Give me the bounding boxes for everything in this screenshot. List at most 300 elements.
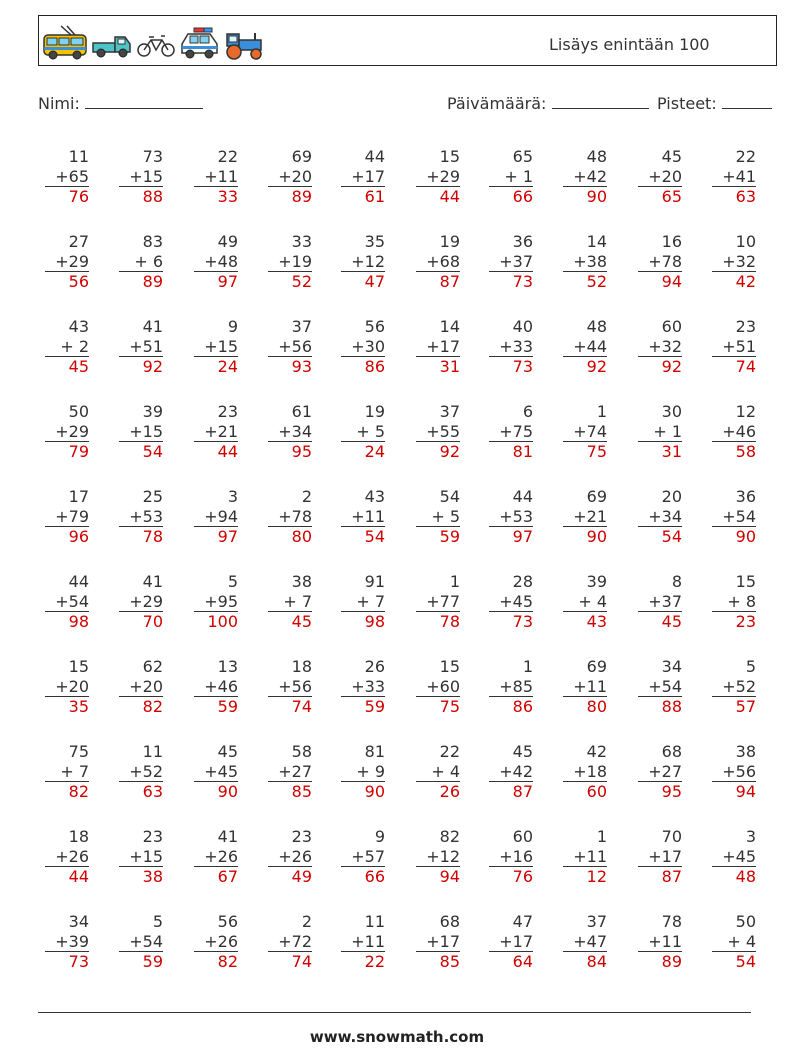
addend-top: 47	[512, 912, 533, 931]
addend-bottom: +78	[648, 251, 682, 271]
addend-top: 1	[449, 572, 460, 591]
addend-bottom: +11	[351, 506, 385, 526]
answer: 44	[45, 866, 89, 887]
answer: 65	[638, 186, 682, 207]
addend-bottom: +29	[129, 591, 163, 611]
problem	[483, 827, 533, 887]
police-car-icon	[182, 28, 217, 58]
answer: 97	[489, 526, 533, 547]
answer: 59	[416, 526, 460, 547]
addend-top: 6	[522, 402, 533, 421]
answer: 92	[416, 441, 460, 462]
answer: 98	[341, 611, 385, 632]
addend-bottom: +26	[55, 846, 89, 866]
problem	[706, 657, 756, 717]
problem	[262, 487, 312, 547]
bicycle-icon	[138, 36, 174, 56]
addend-bottom: +21	[204, 421, 238, 441]
addend-top: 2	[301, 487, 312, 506]
problem	[632, 827, 682, 887]
problem	[113, 147, 163, 207]
addend-bottom: +11	[351, 931, 385, 951]
addend-bottom: + 5	[431, 506, 460, 526]
addend-bottom: +20	[55, 676, 89, 696]
addend-bottom: +20	[648, 166, 682, 186]
problem	[632, 317, 682, 377]
answer: 54	[119, 441, 163, 462]
addend-top: 19	[439, 232, 460, 251]
problem	[262, 402, 312, 462]
addend-bottom: +27	[648, 761, 682, 781]
answer: 52	[268, 271, 312, 292]
problem	[632, 147, 682, 207]
addend-bottom: +52	[129, 761, 163, 781]
addend-top: 18	[291, 657, 312, 676]
answer: 82	[45, 781, 89, 802]
answer: 73	[45, 951, 89, 972]
addend-top: 56	[217, 912, 238, 931]
addend-top: 38	[735, 742, 756, 761]
addend-bottom: +32	[722, 251, 756, 271]
problem	[483, 572, 533, 632]
addend-top: 61	[291, 402, 312, 421]
addend-top: 75	[68, 742, 89, 761]
addend-bottom: +26	[204, 931, 238, 951]
problem	[557, 402, 607, 462]
addend-top: 15	[439, 147, 460, 166]
problem	[113, 742, 163, 802]
addend-bottom: + 6	[134, 251, 163, 271]
problem	[410, 657, 460, 717]
addend-top: 81	[364, 742, 385, 761]
addend-top: 78	[661, 912, 682, 931]
problem	[410, 317, 460, 377]
addend-bottom: +47	[573, 931, 607, 951]
problem	[410, 572, 460, 632]
addend-top: 36	[512, 232, 533, 251]
addend-bottom: +45	[204, 761, 238, 781]
answer: 89	[638, 951, 682, 972]
addend-bottom: +68	[426, 251, 460, 271]
problem	[113, 402, 163, 462]
addend-top: 37	[439, 402, 460, 421]
addend-bottom: +85	[499, 676, 533, 696]
addend-bottom: +45	[722, 846, 756, 866]
answer: 87	[489, 781, 533, 802]
problem	[188, 657, 238, 717]
addend-bottom: +17	[351, 166, 385, 186]
addend-bottom: +11	[573, 676, 607, 696]
problem	[113, 317, 163, 377]
addend-top: 1	[522, 657, 533, 676]
answer: 90	[712, 526, 756, 547]
answer: 57	[712, 696, 756, 717]
addend-bottom: + 1	[653, 421, 682, 441]
addend-bottom: +33	[499, 336, 533, 356]
addend-bottom: +33	[351, 676, 385, 696]
addend-bottom: +37	[499, 251, 533, 271]
addend-top: 1	[596, 402, 607, 421]
addend-top: 45	[661, 147, 682, 166]
addend-top: 60	[661, 317, 682, 336]
addend-top: 10	[735, 232, 756, 251]
problem	[706, 402, 756, 462]
answer: 76	[45, 186, 89, 207]
name-field	[38, 92, 203, 113]
addend-bottom: +30	[351, 336, 385, 356]
addend-top: 37	[586, 912, 607, 931]
problem	[335, 402, 385, 462]
answer: 31	[416, 356, 460, 377]
addend-top: 44	[364, 147, 385, 166]
addend-top: 44	[512, 487, 533, 506]
addend-bottom: +75	[499, 421, 533, 441]
addend-top: 58	[291, 742, 312, 761]
problem	[188, 147, 238, 207]
addend-top: 62	[142, 657, 163, 676]
answer: 48	[712, 866, 756, 887]
addend-bottom: +11	[648, 931, 682, 951]
addend-bottom: + 4	[578, 591, 607, 611]
addend-bottom: +72	[278, 931, 312, 951]
answer: 80	[268, 526, 312, 547]
answer: 43	[563, 611, 607, 632]
answer: 100	[194, 611, 238, 632]
addend-bottom: +77	[426, 591, 460, 611]
answer: 73	[489, 271, 533, 292]
addend-top: 5	[152, 912, 163, 931]
problem	[335, 232, 385, 292]
answer: 90	[563, 186, 607, 207]
problem	[39, 572, 89, 632]
addend-top: 48	[586, 317, 607, 336]
addend-bottom: +53	[129, 506, 163, 526]
addend-top: 70	[661, 827, 682, 846]
answer: 94	[638, 271, 682, 292]
answer: 24	[194, 356, 238, 377]
addend-top: 44	[68, 572, 89, 591]
addend-bottom: +41	[722, 166, 756, 186]
addend-top: 41	[217, 827, 238, 846]
problem	[706, 912, 756, 972]
header-box	[38, 15, 777, 66]
truck-icon	[93, 37, 130, 57]
addend-top: 15	[68, 657, 89, 676]
addend-top: 39	[586, 572, 607, 591]
score-field	[657, 92, 772, 113]
problem	[188, 487, 238, 547]
answer: 63	[119, 781, 163, 802]
answer: 89	[119, 271, 163, 292]
problem	[483, 317, 533, 377]
addend-bottom: +17	[426, 931, 460, 951]
answer: 24	[341, 441, 385, 462]
problem	[113, 827, 163, 887]
addend-top: 43	[68, 317, 89, 336]
addend-bottom: +34	[278, 421, 312, 441]
problem	[262, 742, 312, 802]
problem	[262, 912, 312, 972]
addend-bottom: +55	[426, 421, 460, 441]
problem	[410, 912, 460, 972]
addend-bottom: +17	[426, 336, 460, 356]
answer: 61	[341, 186, 385, 207]
addend-bottom: + 7	[283, 591, 312, 611]
problem	[632, 572, 682, 632]
score-blank[interactable]	[722, 92, 772, 109]
addend-bottom: +29	[426, 166, 460, 186]
addend-top: 82	[439, 827, 460, 846]
addend-bottom: +15	[129, 166, 163, 186]
answer: 88	[638, 696, 682, 717]
addend-bottom: +65	[55, 166, 89, 186]
problem	[557, 572, 607, 632]
addend-bottom: +46	[722, 421, 756, 441]
addend-top: 38	[291, 572, 312, 591]
answer: 79	[45, 441, 89, 462]
answer: 88	[119, 186, 163, 207]
addend-bottom: +94	[204, 506, 238, 526]
addend-top: 2	[301, 912, 312, 931]
problem	[335, 827, 385, 887]
addend-top: 36	[735, 487, 756, 506]
problem	[632, 912, 682, 972]
problem	[483, 402, 533, 462]
addend-top: 19	[364, 402, 385, 421]
addend-bottom: +37	[648, 591, 682, 611]
problem	[706, 742, 756, 802]
problem	[262, 232, 312, 292]
addend-top: 1	[596, 827, 607, 846]
answer: 90	[563, 526, 607, 547]
addend-bottom: +19	[278, 251, 312, 271]
answer: 95	[638, 781, 682, 802]
problem	[113, 912, 163, 972]
problem	[483, 742, 533, 802]
addend-bottom: +12	[351, 251, 385, 271]
problem	[557, 147, 607, 207]
problem	[706, 147, 756, 207]
answer: 38	[119, 866, 163, 887]
addend-top: 65	[512, 147, 533, 166]
problem	[188, 402, 238, 462]
addend-bottom: +26	[278, 846, 312, 866]
problem	[39, 742, 89, 802]
addend-bottom: +29	[55, 251, 89, 271]
answer: 47	[341, 271, 385, 292]
addend-bottom: +20	[278, 166, 312, 186]
addend-bottom: +15	[204, 336, 238, 356]
addend-top: 42	[586, 742, 607, 761]
problem	[39, 402, 89, 462]
problem	[188, 742, 238, 802]
answer: 70	[119, 611, 163, 632]
problem	[113, 232, 163, 292]
answer: 80	[563, 696, 607, 717]
addend-bottom: +53	[499, 506, 533, 526]
answer: 84	[563, 951, 607, 972]
answer: 74	[712, 356, 756, 377]
answer: 54	[638, 526, 682, 547]
addend-top: 11	[142, 742, 163, 761]
answer: 75	[563, 441, 607, 462]
answer: 73	[489, 356, 533, 377]
date-blank[interactable]	[552, 92, 649, 109]
answer: 92	[563, 356, 607, 377]
answer: 66	[489, 186, 533, 207]
problem	[410, 147, 460, 207]
addend-top: 73	[142, 147, 163, 166]
addend-bottom: +18	[573, 761, 607, 781]
problem	[557, 487, 607, 547]
addend-top: 54	[439, 487, 460, 506]
addend-top: 22	[439, 742, 460, 761]
problem	[262, 827, 312, 887]
score-label: Pisteet:	[657, 94, 717, 113]
addend-bottom: +52	[722, 676, 756, 696]
problem	[335, 317, 385, 377]
answer: 59	[119, 951, 163, 972]
name-blank[interactable]	[85, 92, 203, 109]
addend-bottom: +51	[129, 336, 163, 356]
addend-top: 20	[661, 487, 682, 506]
problem	[39, 147, 89, 207]
addend-top: 60	[512, 827, 533, 846]
answer: 87	[416, 271, 460, 292]
addend-bottom: +26	[204, 846, 238, 866]
addend-top: 48	[586, 147, 607, 166]
addend-bottom: +54	[722, 506, 756, 526]
answer: 74	[268, 951, 312, 972]
addend-bottom: +45	[499, 591, 533, 611]
problem	[39, 487, 89, 547]
problem	[483, 147, 533, 207]
problem	[262, 572, 312, 632]
addend-bottom: +32	[648, 336, 682, 356]
problem	[410, 487, 460, 547]
problem	[113, 487, 163, 547]
problem	[410, 402, 460, 462]
addend-bottom: +56	[278, 676, 312, 696]
answer: 58	[712, 441, 756, 462]
addend-top: 30	[661, 402, 682, 421]
footer-site: www.snowmath.com	[309, 1028, 485, 1046]
addend-top: 12	[735, 402, 756, 421]
problem	[113, 572, 163, 632]
addend-top: 68	[439, 912, 460, 931]
addend-top: 68	[661, 742, 682, 761]
addend-bottom: +29	[55, 421, 89, 441]
addend-bottom: +78	[278, 506, 312, 526]
answer: 92	[638, 356, 682, 377]
addend-top: 45	[217, 742, 238, 761]
answer: 54	[712, 951, 756, 972]
addend-top: 3	[227, 487, 238, 506]
addend-top: 14	[586, 232, 607, 251]
addend-top: 33	[291, 232, 312, 251]
answer: 26	[416, 781, 460, 802]
problem	[39, 232, 89, 292]
problem	[706, 572, 756, 632]
date-label: Päivämäärä:	[447, 94, 547, 113]
problem	[632, 402, 682, 462]
problem	[335, 147, 385, 207]
problem	[262, 147, 312, 207]
answer: 75	[416, 696, 460, 717]
answer: 82	[194, 951, 238, 972]
addend-top: 41	[142, 317, 163, 336]
problem	[483, 657, 533, 717]
answer: 31	[638, 441, 682, 462]
problem	[706, 317, 756, 377]
date-field	[447, 92, 649, 113]
name-label: Nimi:	[38, 94, 80, 113]
addend-top: 37	[291, 317, 312, 336]
answer: 35	[45, 696, 89, 717]
addend-bottom: +57	[351, 846, 385, 866]
problem	[557, 317, 607, 377]
problem	[706, 232, 756, 292]
answer: 94	[712, 781, 756, 802]
addend-top: 8	[671, 572, 682, 591]
answer: 86	[341, 356, 385, 377]
answer: 97	[194, 271, 238, 292]
answer: 59	[194, 696, 238, 717]
addend-top: 23	[291, 827, 312, 846]
addend-bottom: +17	[648, 846, 682, 866]
addend-top: 3	[745, 827, 756, 846]
answer: 59	[341, 696, 385, 717]
addend-bottom: +56	[278, 336, 312, 356]
addend-bottom: + 4	[727, 931, 756, 951]
addend-bottom: +54	[129, 931, 163, 951]
problem	[188, 827, 238, 887]
addend-top: 49	[217, 232, 238, 251]
problem	[632, 487, 682, 547]
answer: 96	[45, 526, 89, 547]
answer: 64	[489, 951, 533, 972]
problem	[39, 317, 89, 377]
addend-bottom: +27	[278, 761, 312, 781]
problem	[410, 742, 460, 802]
addend-bottom: +11	[204, 166, 238, 186]
problem	[483, 487, 533, 547]
answer: 54	[341, 526, 385, 547]
problem	[262, 317, 312, 377]
answer: 92	[119, 356, 163, 377]
answer: 93	[268, 356, 312, 377]
answer: 45	[45, 356, 89, 377]
answer: 85	[416, 951, 460, 972]
addend-top: 41	[142, 572, 163, 591]
addend-bottom: +44	[573, 336, 607, 356]
addend-bottom: +51	[722, 336, 756, 356]
addend-top: 15	[735, 572, 756, 591]
addend-top: 23	[142, 827, 163, 846]
addend-top: 25	[142, 487, 163, 506]
addend-bottom: + 2	[60, 336, 89, 356]
addend-bottom: +54	[648, 676, 682, 696]
addend-top: 9	[374, 827, 385, 846]
addend-top: 69	[586, 657, 607, 676]
problem	[706, 487, 756, 547]
addend-bottom: +17	[499, 931, 533, 951]
footer-divider	[38, 1012, 751, 1013]
addend-bottom: +21	[573, 506, 607, 526]
problem	[39, 912, 89, 972]
answer: 82	[119, 696, 163, 717]
addend-top: 9	[227, 317, 238, 336]
